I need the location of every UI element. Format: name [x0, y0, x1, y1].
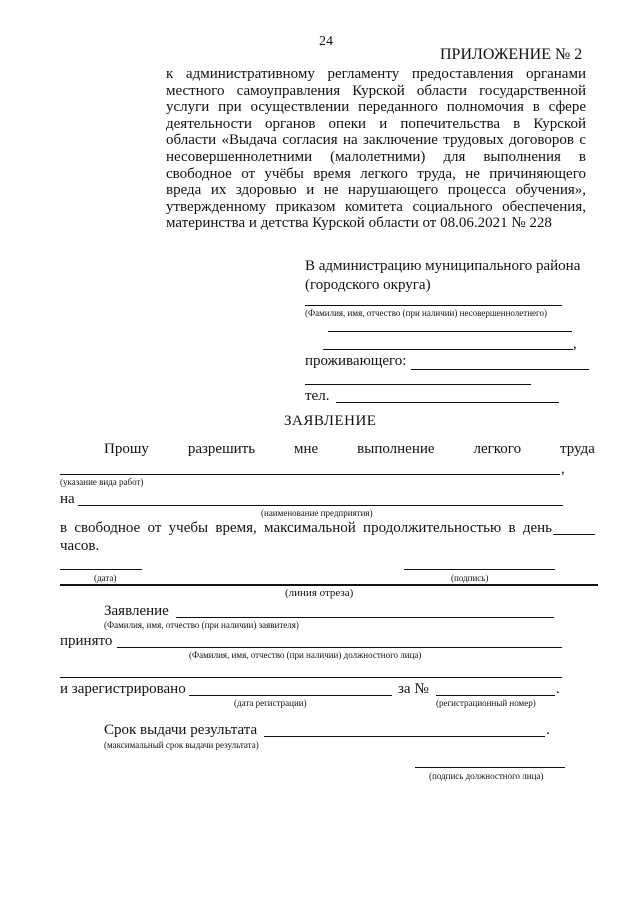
- appendix-text-line: местного самоуправления Курской области государственной: [166, 82, 586, 99]
- appendix-text-line: утвержденному приказом комитета социального обеспечения,: [166, 198, 586, 215]
- free-time-text: в свободное от учебы время, максимальной продолжительностью в день: [60, 520, 552, 536]
- reg-date-caption: (дата регистрации): [234, 698, 307, 708]
- official-caption: (Фамилия, имя, отчество (при наличии) должностного лица): [189, 650, 422, 660]
- request-word: Прошу: [104, 441, 149, 457]
- appendix-text-line: свободное от учёбы время легкого труда, не причиняющего: [166, 165, 586, 182]
- appendix-text-line: материнства и детства Курской области от 08.06.2021 № 228: [166, 215, 552, 232]
- appendix-text-line: области «Выдача согласия на заключение трудовых договоров с: [166, 132, 586, 149]
- appendix-text-line: несовершеннолетними (малолетними) для выполнения в: [166, 148, 586, 165]
- fio-comma: ,: [573, 336, 577, 352]
- addressee-line2: (городского округа): [305, 277, 431, 293]
- appendix-text: [166, 66, 586, 232]
- fio-underline-3[interactable]: [323, 349, 573, 350]
- appendix-title: ПРИЛОЖЕНИЕ № 2: [440, 46, 583, 63]
- official-underline[interactable]: [117, 647, 562, 648]
- official-signature-caption: (подпись должностного лица): [429, 771, 544, 781]
- date-caption: (дата): [94, 573, 117, 583]
- request-word: выполнение: [357, 441, 435, 457]
- accepted-label: принято: [60, 633, 113, 649]
- deadline-label: Срок выдачи результата: [104, 722, 258, 738]
- hours-label: часов.: [60, 538, 100, 554]
- request-line: [104, 441, 595, 458]
- reg-date-underline[interactable]: [189, 695, 392, 696]
- applicant-caption: (Фамилия, имя, отчество (при наличии) заявителя): [104, 620, 299, 630]
- hours-underline[interactable]: [553, 534, 595, 535]
- reg-period: .: [556, 681, 560, 697]
- appendix-text-line: к административному регламенту предоставления органами: [166, 66, 586, 82]
- number-label: за №: [398, 681, 429, 697]
- date-underline[interactable]: [60, 569, 142, 570]
- appendix-text-line: услуги при осуществлении переданного полномочия в сфере: [166, 99, 586, 116]
- residing-underline-2[interactable]: [305, 384, 531, 385]
- page-number: 24: [319, 34, 333, 49]
- enterprise-underline[interactable]: [78, 505, 563, 506]
- request-word: труда: [560, 441, 595, 457]
- enterprise-caption: (наименование предприятия): [261, 508, 373, 518]
- registered-label: и зарегистрировано: [60, 681, 186, 697]
- fio-underline[interactable]: [305, 305, 562, 306]
- work-type-comma: ,: [561, 461, 565, 477]
- work-type-underline[interactable]: [60, 474, 560, 475]
- deadline-period: .: [546, 722, 550, 738]
- work-type-caption: (указание вида работ): [60, 477, 144, 487]
- at-label: на: [60, 491, 75, 507]
- phone-label: тел.: [305, 388, 330, 404]
- deadline-underline[interactable]: [264, 736, 545, 737]
- cut-line: [60, 584, 598, 586]
- residing-label: проживающего:: [305, 353, 407, 369]
- statement-title: ЗАЯВЛЕНИЕ: [284, 413, 377, 429]
- appendix-text-line: вреда их здоровью и не нарушающего процесса обучения»,: [166, 182, 586, 199]
- cut-line-caption: (линия отреза): [285, 587, 354, 599]
- fio-underline-2[interactable]: [328, 331, 572, 332]
- request-word: легкого: [473, 441, 522, 457]
- reg-number-underline[interactable]: [436, 695, 555, 696]
- official-signature-underline[interactable]: [415, 767, 565, 768]
- signature-caption: (подпись): [451, 573, 489, 583]
- residing-underline[interactable]: [411, 369, 589, 370]
- deadline-caption: (максимальный срок выдачи результата): [104, 740, 259, 750]
- request-word: мне: [294, 441, 319, 457]
- official-underline-2[interactable]: [60, 677, 562, 678]
- phone-underline[interactable]: [336, 402, 559, 403]
- applicant-underline[interactable]: [176, 617, 554, 618]
- request-word: разрешить: [187, 441, 256, 457]
- appendix-text-line: деятельности органов опеки и попечительства в Курской: [166, 115, 586, 132]
- signature-underline[interactable]: [404, 569, 555, 570]
- receipt-statement-label: Заявление: [104, 603, 169, 619]
- fio-caption: (Фамилия, имя, отчество (при наличии) несовершеннолетнего): [305, 308, 547, 318]
- addressee-line1: В администрацию муниципального района: [305, 258, 581, 274]
- reg-number-caption: (регистрационный номер): [436, 698, 536, 708]
